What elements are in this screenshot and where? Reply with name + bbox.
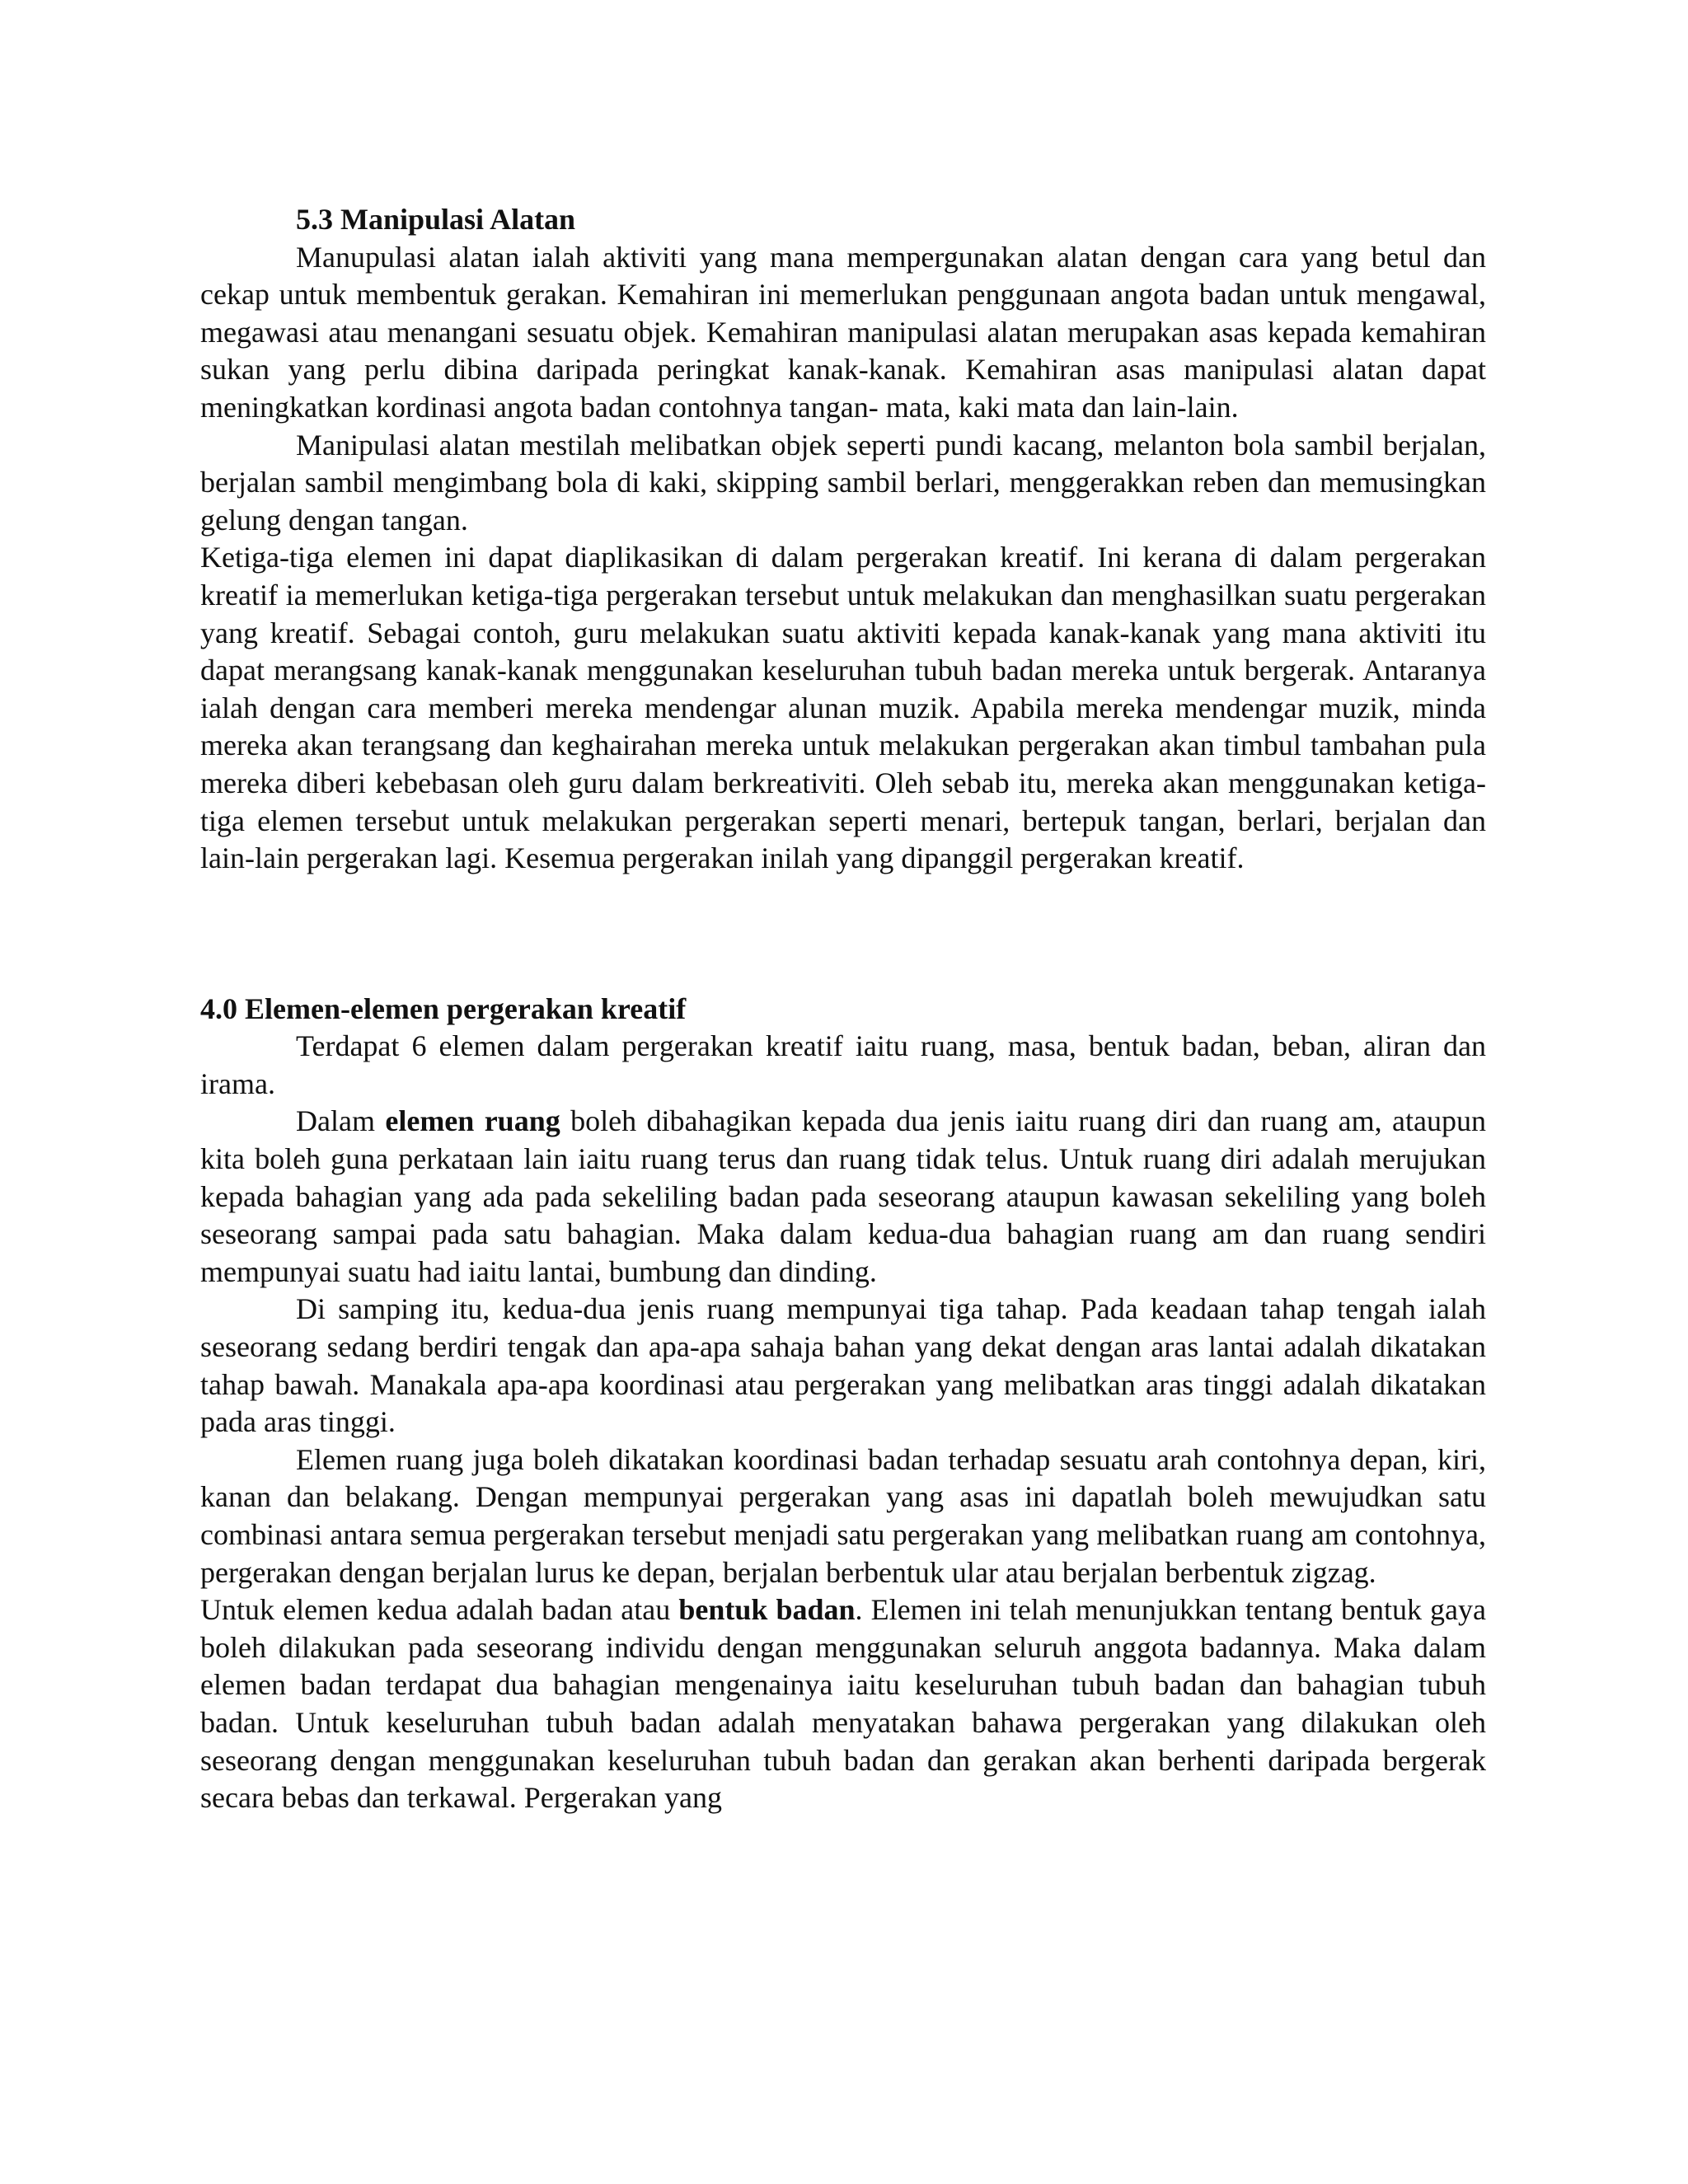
- section-manipulasi-alatan: [200, 201, 1486, 878]
- section-elemen-pergerakan: [200, 991, 1486, 1817]
- bold-term: elemen ruang: [385, 1104, 560, 1138]
- paragraph-text: Untuk elemen kedua adalah badan atau: [200, 1593, 679, 1627]
- paragraph: Manupulasi alatan ialah aktiviti yang mana mempergunakan alatan dengan cara yang betul dan cekap untuk membentuk gerakan. Kemahiran ini memerlukan penggunaan angota badan untuk mengawal, megawasi atau menangani sesuatu objek. Kemahiran manipulasi alatan merupakan asas kepada kemahiran sukan yang perlu dibina daripada peringkat kanak-kanak. Kemahiran asas manipulasi alatan dapat meningkatkan kordinasi angota badan contohnya tangan- mata, kaki mata dan lain-lain.: [200, 240, 1486, 424]
- paragraph: [200, 1591, 1486, 1817]
- section-heading: 5.3 Manipulasi Alatan: [296, 203, 576, 236]
- paragraph: [200, 1103, 1486, 1291]
- paragraph: Di samping itu, kedua-dua jenis ruang mempunyai tiga tahap. Pada keadaan tahap tengah ialah seseorang sedang berdiri tengak dan apa-apa sahaja bahan yang dekat dengan aras lantai adalah dikatakan tahap bawah. Manakala apa-apa koordinasi atau pergerakan yang melibatkan aras tinggi adalah dikatakan pada aras tinggi.: [200, 1292, 1486, 1439]
- paragraph: Manipulasi alatan mestilah melibatkan objek seperti pundi kacang, melanton bola sambil berjalan, berjalan sambil mengimbang bola di kaki, skipping sambil berlari, menggerakkan reben dan memusingkan gelung dengan tangan.: [200, 428, 1486, 537]
- bold-term: bentuk badan: [678, 1593, 856, 1627]
- section-heading: 4.0 Elemen-elemen pergerakan kreatif: [200, 991, 687, 1025]
- paragraph-text: . Elemen ini telah menunjukkan tentang bentuk gaya boleh dilakukan pada seseorang individu dengan menggunakan seluruh anggota badannya. Maka dalam elemen badan terdapat dua bahagian mengenainya iaitu keseluruhan tubuh badan dan bahagian tubuh badan. Untuk keseluruhan tubuh badan adalah menyatakan bahawa pergerakan yang dilakukan oleh seseorang dengan menggunakan keseluruhan tubuh badan dan gerakan akan berhenti daripada bergerak secara bebas dan terkawal. Pergerakan yang: [200, 1593, 1486, 1815]
- paragraph: Terdapat 6 elemen dalam pergerakan kreatif iaitu ruang, masa, bentuk badan, beban, aliran dan irama.: [200, 1029, 1486, 1100]
- section-spacer: [200, 878, 1486, 991]
- paragraph-text: Dalam: [296, 1104, 386, 1138]
- paragraph-text: boleh dibahagikan kepada dua jenis iaitu ruang diri dan ruang am, ataupun kita boleh guna perkataan lain iaitu ruang terus dan ruang tidak telus. Untuk ruang diri adalah merujukan kepada bahagian yang ada pada sekeliling badan pada seseorang ataupun kawasan sekeliling yang boleh seseorang sampai pada satu bahagian. Maka dalam kedua-dua bahagian ruang am dan ruang sendiri mempunyai suatu had iaitu lantai, bumbung dan dinding.: [200, 1104, 1487, 1288]
- document-page: [200, 201, 1486, 1817]
- paragraph: Ketiga-tiga elemen ini dapat diaplikasikan di dalam pergerakan kreatif. Ini kerana di dalam pergerakan kreatif ia memerlukan ketiga-tiga pergerakan tersebut untuk melakukan dan menghasilkan suatu pergerakan yang kreatif. Sebagai contoh, guru melakukan suatu aktiviti kepada kanak-kanak yang mana aktiviti itu dapat merangsang kanak-kanak menggunakan keseluruhan tubuh badan mereka untuk bergerak. Antaranya ialah dengan cara memberi mereka mendengar alunan muzik. Apabila mereka mendengar muzik, minda mereka akan terangsang dan keghairahan mereka untuk melakukan pergerakan akan timbul tambahan pula mereka diberi kebebasan oleh guru dalam berkreativiti. Oleh sebab itu, mereka akan menggunakan ketiga-tiga elemen tersebut untuk melakukan pergerakan seperti menari, bertepuk tangan, berlari, berjalan dan lain-lain pergerakan lagi. Kesemua pergerakan inilah yang dipanggil pergerakan kreatif.: [200, 541, 1486, 875]
- paragraph: Elemen ruang juga boleh dikatakan koordinasi badan terhadap sesuatu arah contohnya depan, kiri, kanan dan belakang. Dengan mempunyai pergerakan yang asas ini dapatlah boleh mewujudkan satu combinasi antara semua pergerakan tersebut menjadi satu pergerakan yang melibatkan ruang am contohnya, pergerakan dengan berjalan lurus ke depan, berjalan berbentuk ular atau berjalan berbentuk zigzag.: [200, 1442, 1486, 1589]
